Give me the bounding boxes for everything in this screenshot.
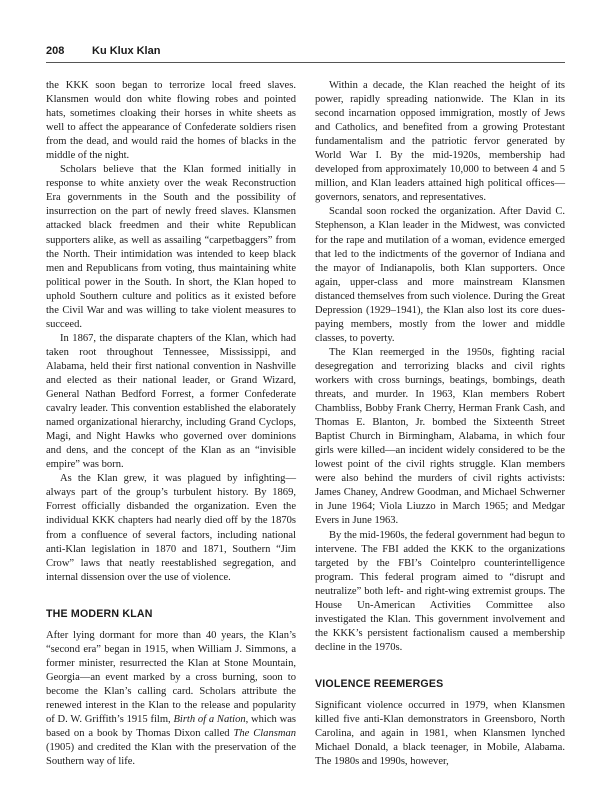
- book-title: The Clansman: [233, 728, 296, 740]
- paragraph: In 1867, the disparate chapters of the Klan, which had taken root throughout Tennessee, Mississippi, and Alabama, held their first national convention in Nashville and elected as their national leader, or Grand Wizard, General Nathan Bedford Forrest, a former Confederate cavalry leader. This convention established the elaborately named organizational hierarchy, including Grand Cyclops, Magi, and Night Hawks who governed over dominions and dens, and the concept of the Klan as an “invisible empire” was born.: [46, 332, 296, 471]
- page-header: [46, 45, 566, 61]
- film-title: Birth of a Nation: [173, 713, 246, 725]
- header-rule: [46, 62, 565, 63]
- paragraph: the KKK soon began to terrorize local freed slaves. Klansmen would don white flowing robes and pointed hats, sometimes cloaking their horses in white sheets as well to affect the appearance of Confederate soldiers risen from the dead, and would raid the homes of blacks in the middle of the night.: [46, 80, 296, 162]
- paragraph: Within a decade, the Klan reached the height of its power, rapidly spreading nationwide. The Klan in its second incarnation opposed immigration, mostly of Jews and Catholics, and benefited from a growing Protestant fundamentalism and the patriotic fervor generated by World War I. By the mid-1920s, membership had developed from approximately 10,000 to between 4 and 5 million, and Klan leaders attained high political offices—governors, senators, and representatives.: [315, 80, 565, 204]
- paragraph: Significant violence occurred in 1979, when Klansmen killed five anti-Klan demonstrators in Greensboro, North Carolina, and again in 1981, when Klansmen lynched Michael Donald, a black teenager, in Mobile, Alabama. The 1980s and 1990s, however,: [315, 699, 565, 768]
- text-run: After lying dormant for more than 40 years, the Klan’s “second era” began in 1915, when William J. Simmons, a former minister, resurrected the Klan at Stone Mountain, Georgia—an event marked by a cross burning, soon to become the Klan’s calling card. Scholars attribute the renewed interest in the Klan to the release and popularity of D. W. Griffith’s 1915 film,: [46, 629, 296, 725]
- paragraph: Scandal soon rocked the organization. After David C. Stephenson, a Klan leader in the Midwest, was convicted for the rape and mutilation of a woman, evidence emerged that led to the indictments of the governor of Indiana and the mayor of Indianapolis, both Klan supporters. Once again, upper-class and more mainstream Klansmen distanced themselves from such violence. During the Great Depression (1929–1941), the Klan also lost its core dues-paying members, mostly from the lower and middle classes, to poverty.: [315, 206, 565, 344]
- page-number: 208: [46, 45, 65, 57]
- paragraph: The Klan reemerged in the 1950s, fighting racial desegregation and terrorizing blacks and civil rights workers with cross burnings, beatings, bombings, death threats, and murder. In 1963, Klan members Robert Chambliss, Bobby Frank Cherry, Herman Frank Cash, and Thomas E. Blanton, Jr. bombed the Sixteenth Street Baptist Church in Birmingham, Alabama, in which four girls were killed—an incident widely considered to be the lowest point of the civil rights struggle. Klan members were also behind the murders of civil rights activists: James Chaney, Andrew Goodman, and Michael Schwerner in June 1964; Viola Liuzzo in March 1965; and Medgar Evers in June 1963.: [315, 346, 565, 527]
- text-run: (1905) and credited the Klan with the preservation of the Southern way of life.: [46, 742, 296, 768]
- right-column: [315, 79, 565, 769]
- section-heading-violence-reemerges: VIOLENCE REEMERGES: [315, 677, 444, 690]
- section-heading-modern-klan: THE MODERN KLAN: [46, 607, 153, 620]
- paragraph: [46, 629, 296, 769]
- paragraph: By the mid-1960s, the federal government had begun to intervene. The FBI added the KKK to the organizations targeted by the FBI’s Cointelpro counterintelligence program. This federal program aimed to “disrupt and neutralize” both left- and right-wing extremist groups. The House Un-American Activities Committee also investigated the Klan. This government involvement and the KKK’s persistent factionalism caused a membership decline in the 1970s.: [315, 529, 565, 653]
- text-run: , which was based on a book by Thomas Dixon called: [46, 713, 296, 740]
- left-column: [46, 79, 296, 769]
- paragraph: Scholars believe that the Klan formed initially in response to white anxiety over the weak Reconstruction Era governments in the South and the possibility of insurrection on the part of newly freed slaves. Klansmen attacked black freedmen and their white Republican supporters alike, as well as assailing “carpetbaggers” from the North. Their intimidation was intended to keep black men and Republicans from voting, thus maintaining white political power in the South. In short, the Klan hoped to uphold Southern culture and politics as it existed before the Civil War and was willing to take violent measures to succeed.: [46, 164, 296, 330]
- running-title: Ku Klux Klan: [92, 45, 161, 57]
- paragraph: As the Klan grew, it was plagued by infighting—always part of the group’s turbulent history. By 1869, Forrest officially disbanded the organization. Even the individual KKK chapters had nearly died off by the 1870s from a confluence of several factors, including national anti-Klan legislation in 1870 and 1871, Southern “Jim Crow” laws that neatly reestablished segregation, and internal dissension over the use of violence.: [46, 473, 296, 583]
